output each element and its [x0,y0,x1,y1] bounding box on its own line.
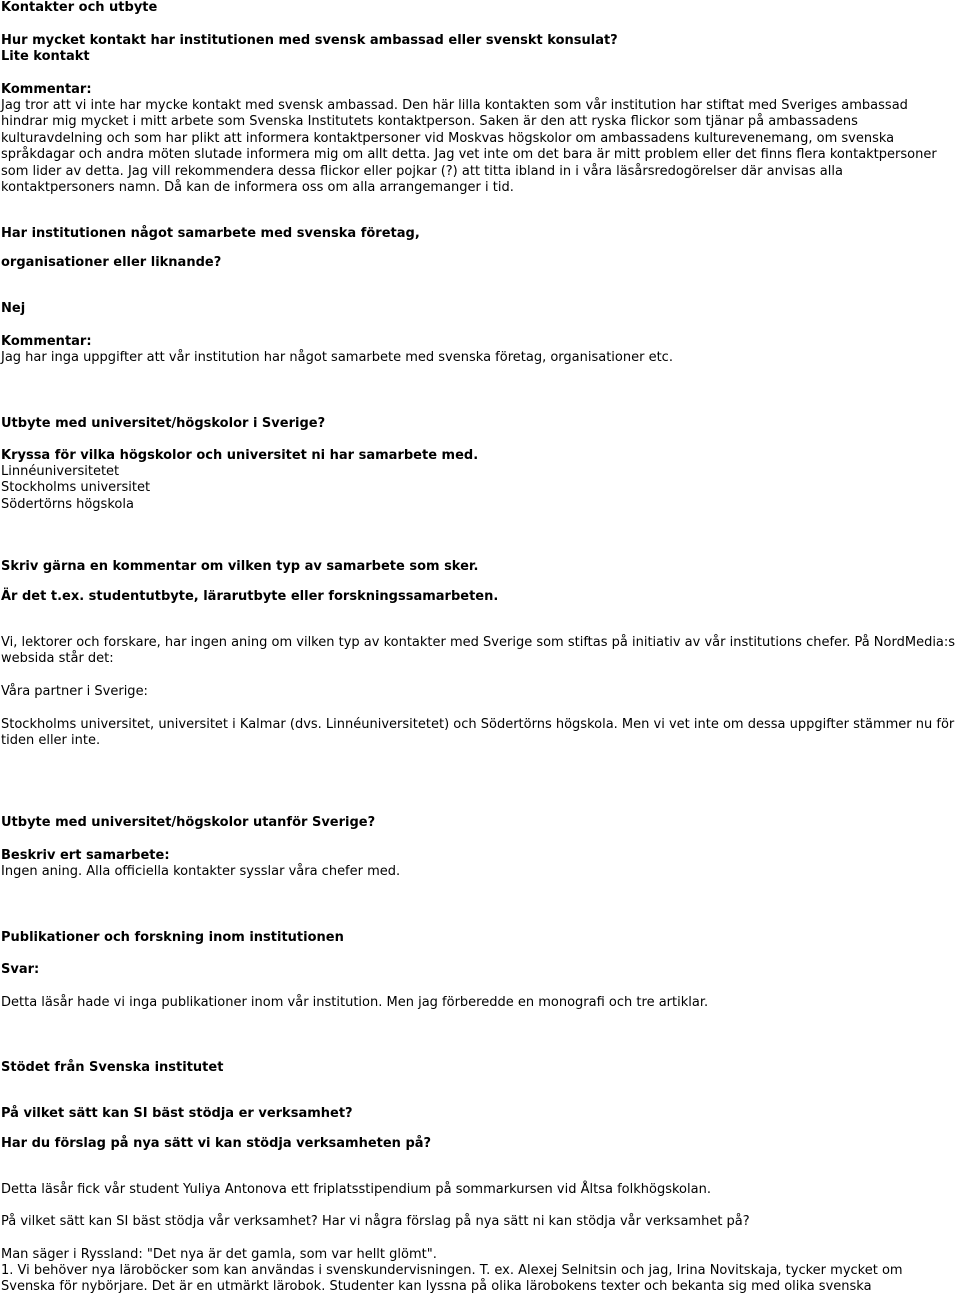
list-item: Södertörns högskola [1,496,134,512]
section-title-utanfor: Utbyte med universitet/högskolor utanför Sverige? [1,815,376,830]
section-title-kontakter: Kontakter och utbyte [1,0,158,15]
comment-label: Kommentar: [1,82,92,97]
comment-label: Kommentar: [1,334,92,349]
text-kontakter-chefer: Vi, lektorer och forskare, har ingen aning om vilken typ av kontakter med Sverige som stiftas på initiativ av vår institutions chefer. På NordMedia:s websida står det: [1,635,956,667]
label-beskriv: Beskriv ert samarbete: [1,848,170,863]
question-samarbete-line1: Har institutionen något samarbete med svenska företag, [1,226,420,241]
text-ordsprak: Man säger i Ryssland: "Det nya är det gamla, som var hellt glömt". [1,1247,437,1262]
text-fraga: På vilket sätt kan SI bäst stödja vår verksamhet? Har vi några förslag på nya sätt ni kan stödja vår verksamhet på? [1,1214,750,1229]
answer-ingen-aning: Ingen aning. Alla officiella kontakter sysslar våra chefer med. [1,864,401,879]
answer-publikationer: Detta läsår hade vi inga publikationer inom vår institution. Men jag förberedde en monografi och tre artiklar. [1,995,709,1010]
question-ambassad: Hur mycket kontakt har institutionen med svensk ambassad eller svenskt konsulat? [1,33,618,48]
question-stodja: På vilket sätt kan SI bäst stödja er verksamhet? [1,1106,353,1121]
comment-prompt-line1: Skriv gärna en kommentar om vilken typ av samarbete som sker. [1,559,479,574]
section-title-publikationer: Publikationer och forskning inom institutionen [1,930,344,945]
university-list [1,464,959,513]
text-partner: Våra partner i Sverige: [1,684,148,699]
comment-prompt-line2: Är det t.ex. studentutbyte, lärarutbyte eller forskningssamarbeten. [1,589,499,604]
text-larobocker: 1. Vi behöver nya läroböcker som kan användas i svenskundervisningen. T. ex. Alexej Selnitsin och jag, Irina Novitskaja, tycker mycket om Svenska för nybörjare. Det är en utmärkt lärobok. Studenter kan lyssna på olika lärobokens texter och bekanta sig med olika svenska [1,1263,903,1295]
list-item: Linnéuniversitetet [1,464,120,479]
answer-lite-kontakt: Lite kontakt [1,49,90,64]
text-partner-list: Stockholms universitet, universitet i Kalmar (dvs. Linnéuniversitetet) och Södertörns högskola. Men vi vet inte om dessa uppgifter stämmer nu för tiden eller inte. [1,717,955,749]
question-samarbete-line2: organisationer eller liknande? [1,255,222,270]
text-stipendium: Detta läsår fick vår student Yuliya Antonova ett friplatsstipendium på sommarkursen vid Åltsa folkhögskolan. [1,1182,711,1197]
comment-samarbete: Jag har inga uppgifter att vår institution har något samarbete med svenska företag, organisationer etc. [1,350,673,365]
section-title-stodet: Stödet från Svenska institutet [1,1060,224,1075]
question-forslag: Har du förslag på nya sätt vi kan stödja verksamheten på? [1,1136,432,1151]
list-item: Stockholms universitet [1,480,151,496]
answer-nej: Nej [1,301,26,316]
comment-ambassad: Jag tror att vi inte har mycke kontakt med svensk ambassad. Den här lilla kontakten som vår institution har stiftat med Sveriges ambassad hindrar mig mycket i mitt arbete som Svenska Institutets kontaktperson. Saken är den att ryska flickor som tjänar på ambassadens kulturavdelning och som har plikt att informera kontaktpersoner vid Moskvas högskolor om ambassadens kulturevenemang, om svenska språkdagar och andra möten slutade informera mig om allt detta. Jag vet inte om det bara är mitt problem eller det finns flera kontaktpersoner som lider av detta. Jag vill rekommendera dessa flickor eller pojkar (?) att titta ibland in i våra läsårsredogörelser där anvisas alla kontaktpersoners namn. Då kan de informera oss om alla arrangemanger i tid. [1,98,937,196]
label-svar: Svar: [1,962,40,977]
section-title-sverige: Utbyte med universitet/högskolor i Sverige? [1,416,326,431]
instruction-kryssa: Kryssa för vilka högskolor och universitet ni har samarbete med. [1,448,479,463]
